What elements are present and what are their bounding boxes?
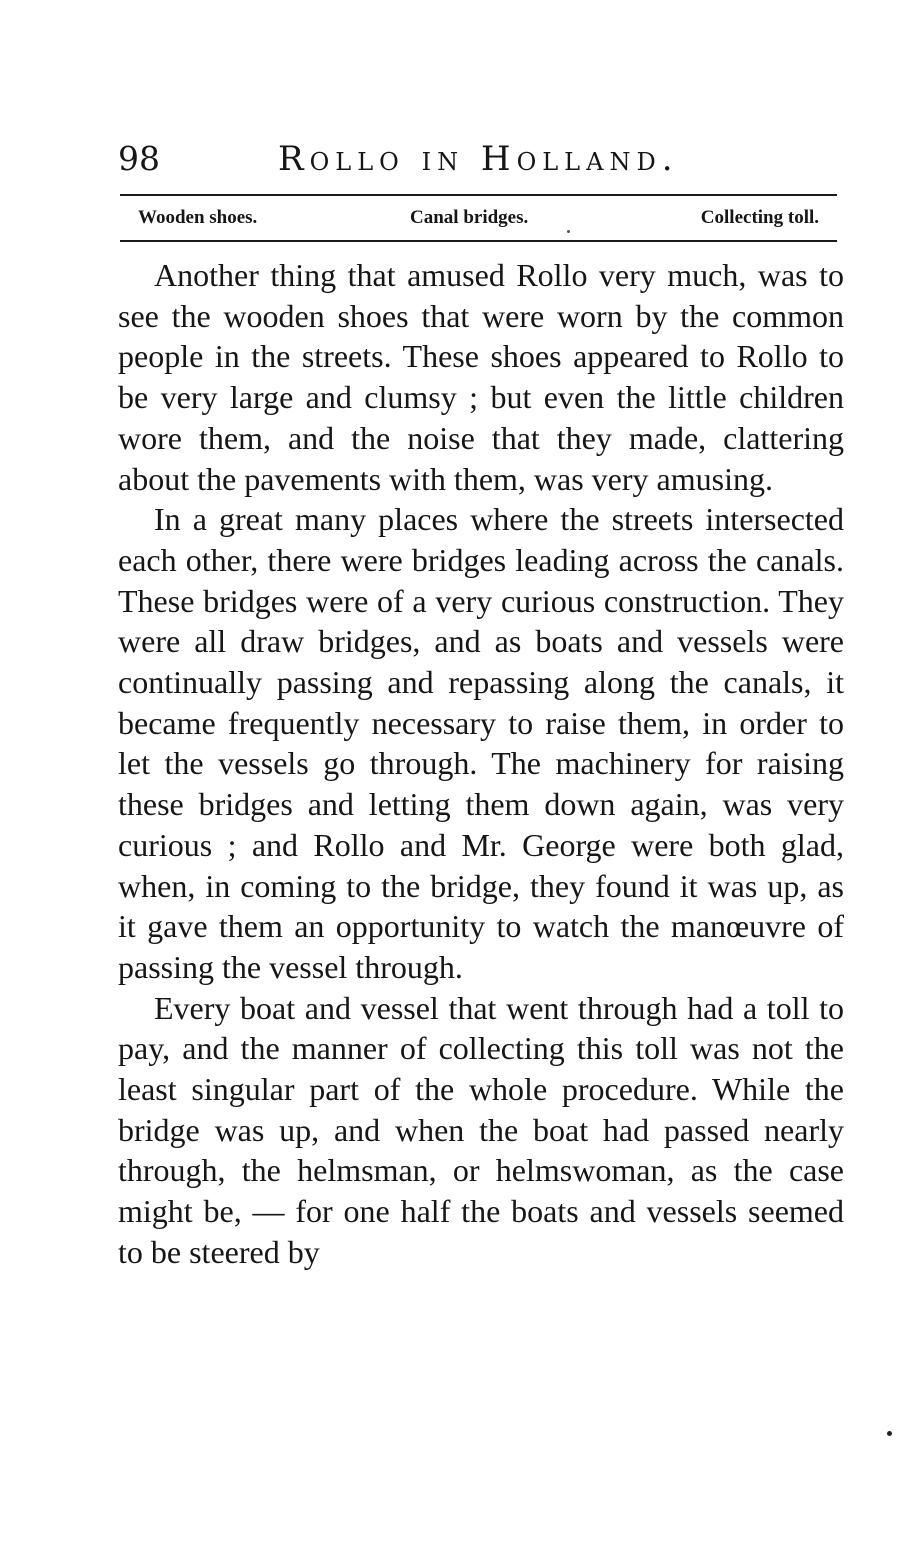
header-rule-top	[120, 194, 837, 196]
page-number: 98	[118, 139, 160, 178]
running-head	[118, 138, 838, 180]
paragraph-canal-bridges: In a great many places where the streets intersected each other, there were bridges leading across the canals. These bridges were of a very curious construction. They were all draw bridges, and as boats and vessels were continually passing and repassing along the canals, it became frequently necessary to raise them, in order to let the vessels go through. The machinery for raising these bridges and letting them down again, was very curious ; and Rollo and Mr. George were both glad, when, in coming to the bridge, they found it was up, as it gave them an opportunity to watch the manœuvre of passing the vessel through.	[118, 501, 844, 985]
book-title: Rollo in Holland.	[278, 139, 679, 179]
print-speck	[887, 1431, 892, 1436]
header-rule-bottom	[120, 240, 837, 242]
side-note-collecting-toll: Collecting toll.	[700, 207, 819, 228]
paragraph-wooden-shoes: Another thing that amused Rollo very much, was to see the wooden shoes that were worn by the common people in the streets. These shoes appeared to Rollo to be very large and clumsy ; but even the little children wore them, and the noise that they made, clattering about the pavements with them, was very amusing.	[118, 257, 844, 497]
side-note-canal-bridges: Canal bridges.	[410, 207, 529, 228]
body-text	[118, 255, 844, 1273]
paragraph-collecting-toll: Every boat and vessel that went through had a toll to pay, and the manner of collecting this toll was not the least singular part of the whole procedure. While the bridge was up, and when the boat had passed nearly through, the helmsman, or helmswoman, as the case might be, — for one half the boats and vessels seemed to be steered by	[118, 989, 844, 1270]
side-note-wooden-shoes: Wooden shoes.	[138, 207, 258, 228]
print-speck	[567, 230, 570, 233]
side-notes	[120, 203, 837, 233]
